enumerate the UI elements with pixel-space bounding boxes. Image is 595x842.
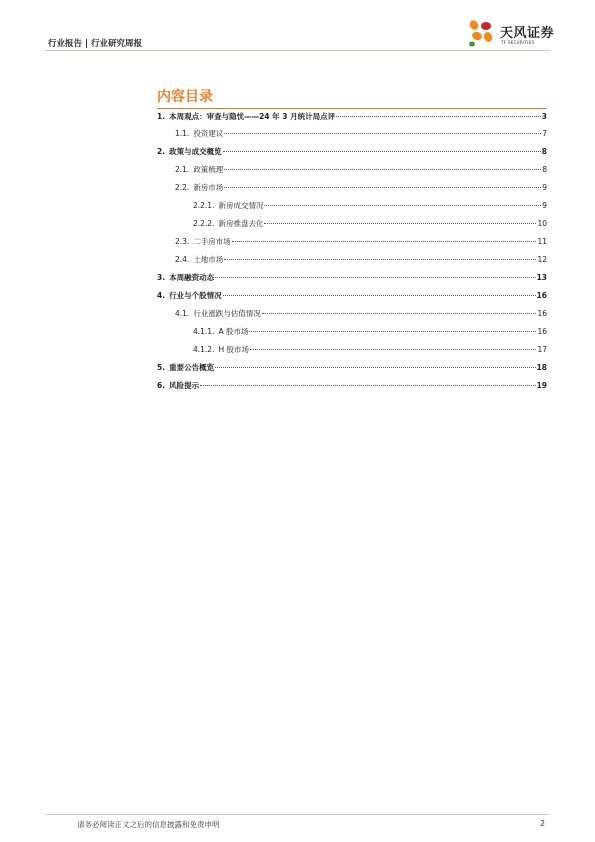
toc-entry-page: 9 bbox=[542, 201, 547, 210]
toc-entry-number: 2.3. bbox=[175, 237, 190, 246]
toc-leader-dots bbox=[223, 295, 536, 296]
toc-entry-title: A 股市场 bbox=[218, 327, 249, 336]
toc-entry[interactable] bbox=[175, 182, 547, 194]
toc-leader-dots bbox=[262, 313, 537, 314]
toc-entry[interactable] bbox=[157, 290, 547, 302]
toc-entry-title: 政策与成交概览 bbox=[169, 147, 222, 156]
toc-entry-page: 11 bbox=[537, 237, 547, 246]
toc-entry-page: 10 bbox=[537, 219, 547, 228]
toc-entry-number: 1.1. bbox=[175, 129, 190, 138]
flower-logo-icon bbox=[466, 19, 498, 49]
page-number: 2 bbox=[540, 819, 545, 828]
toc-leader-dots bbox=[249, 331, 536, 332]
toc-entry-number: 5. bbox=[157, 363, 166, 372]
toc-heading-rule bbox=[157, 108, 547, 109]
toc-entry-title: 投资建议 bbox=[193, 129, 224, 138]
toc-entry-number: 2.2. bbox=[175, 183, 190, 192]
toc-entry-page: 16 bbox=[536, 291, 547, 300]
toc-leader-dots bbox=[223, 151, 541, 152]
toc-entry-number: 4.1. bbox=[175, 309, 190, 318]
toc-entry-title: 本周融资动态 bbox=[169, 273, 215, 282]
toc-entry-page: 16 bbox=[537, 309, 547, 318]
toc-entry[interactable] bbox=[157, 111, 547, 123]
toc-leader-dots bbox=[224, 187, 541, 188]
toc-entry-title: 风险提示 bbox=[169, 381, 200, 390]
toc-entry-number: 4. bbox=[157, 291, 166, 300]
toc-entry-number: 4.1.2. bbox=[193, 345, 215, 354]
toc-leader-dots bbox=[224, 133, 541, 134]
toc-entry[interactable] bbox=[175, 128, 547, 140]
toc-entry[interactable] bbox=[193, 200, 547, 212]
header-divider bbox=[45, 50, 550, 51]
toc-entry-page: 16 bbox=[537, 327, 547, 336]
toc-entry-title: 行业与个股情况 bbox=[169, 291, 222, 300]
toc-entry[interactable] bbox=[193, 344, 547, 356]
toc-entry[interactable] bbox=[175, 308, 547, 320]
toc-entry[interactable] bbox=[175, 164, 547, 176]
toc-leader-dots bbox=[264, 223, 536, 224]
toc-leader-dots bbox=[232, 241, 537, 242]
toc-entry[interactable] bbox=[175, 236, 547, 248]
toc-leader-dots bbox=[215, 277, 535, 278]
toc-leader-dots bbox=[336, 116, 541, 117]
toc-entry-title: 行业涨跌与估值情况 bbox=[193, 309, 261, 318]
toc-entry-title: 土地市场 bbox=[193, 255, 224, 264]
toc-entry-title: 重要公告概览 bbox=[169, 363, 215, 372]
toc-entry-page: 8 bbox=[542, 165, 547, 174]
toc-entry-title: 政策梳理 bbox=[193, 165, 224, 174]
toc-entry-number: 2. bbox=[157, 147, 166, 156]
toc-entry-number: 3. bbox=[157, 273, 166, 282]
toc-entry[interactable] bbox=[157, 146, 547, 158]
toc-entry-title: 二手房市场 bbox=[193, 237, 231, 246]
toc-entry[interactable] bbox=[175, 254, 547, 266]
toc-leader-dots bbox=[224, 169, 541, 170]
toc-entry-page: 3 bbox=[541, 112, 547, 121]
toc-entry-number: 2.4. bbox=[175, 255, 190, 264]
toc-entry-title: 新房成交情况 bbox=[218, 201, 264, 210]
toc-entry-page: 7 bbox=[542, 129, 547, 138]
toc-leader-dots bbox=[250, 349, 536, 350]
toc-entry-page: 17 bbox=[537, 345, 547, 354]
toc-leader-dots bbox=[224, 259, 536, 260]
toc-entry-page: 19 bbox=[536, 381, 547, 390]
toc-entry-page: 9 bbox=[542, 183, 547, 192]
toc-leader-dots bbox=[215, 367, 535, 368]
toc-entry-number: 2.2.2. bbox=[193, 219, 215, 228]
toc-entry-number: 1. bbox=[157, 112, 166, 121]
toc-heading: 内容目录 bbox=[157, 89, 213, 105]
toc-entry-title: 本周观点：审查与隐忧——24 年 3 月统计局点评 bbox=[169, 112, 336, 121]
toc-entry-number: 4.1.1. bbox=[193, 327, 215, 336]
toc-entry-number: 2.2.1. bbox=[193, 201, 215, 210]
toc-leader-dots bbox=[200, 385, 535, 386]
toc-entry-title: 新房推盘去化 bbox=[218, 219, 264, 228]
toc-entry-title: 新房市场 bbox=[193, 183, 224, 192]
toc-entry[interactable] bbox=[193, 218, 547, 230]
toc-entry[interactable] bbox=[193, 326, 547, 338]
toc-entry-page: 8 bbox=[541, 147, 547, 156]
logo-english-name: TF SECURITIES bbox=[501, 40, 535, 45]
toc-entry-number: 6. bbox=[157, 381, 166, 390]
toc-entry-number: 2.1. bbox=[175, 165, 190, 174]
toc-entry[interactable] bbox=[157, 380, 547, 392]
footer-disclaimer: 请务必阅读正文之后的信息披露和免责申明 bbox=[77, 820, 220, 829]
toc-entry[interactable] bbox=[157, 272, 547, 284]
report-type-label: 行业报告 | 行业研究周报 bbox=[48, 39, 143, 49]
company-logo bbox=[466, 19, 556, 49]
toc-entry-page: 13 bbox=[536, 273, 547, 282]
logo-chinese-name: 天风证券 bbox=[500, 26, 555, 41]
toc-entry-page: 18 bbox=[536, 363, 547, 372]
footer-divider bbox=[45, 814, 550, 815]
toc-entry-title: H 股市场 bbox=[218, 345, 249, 354]
toc-entry[interactable] bbox=[157, 362, 547, 374]
toc-entry-page: 12 bbox=[537, 255, 547, 264]
toc-leader-dots bbox=[264, 205, 541, 206]
